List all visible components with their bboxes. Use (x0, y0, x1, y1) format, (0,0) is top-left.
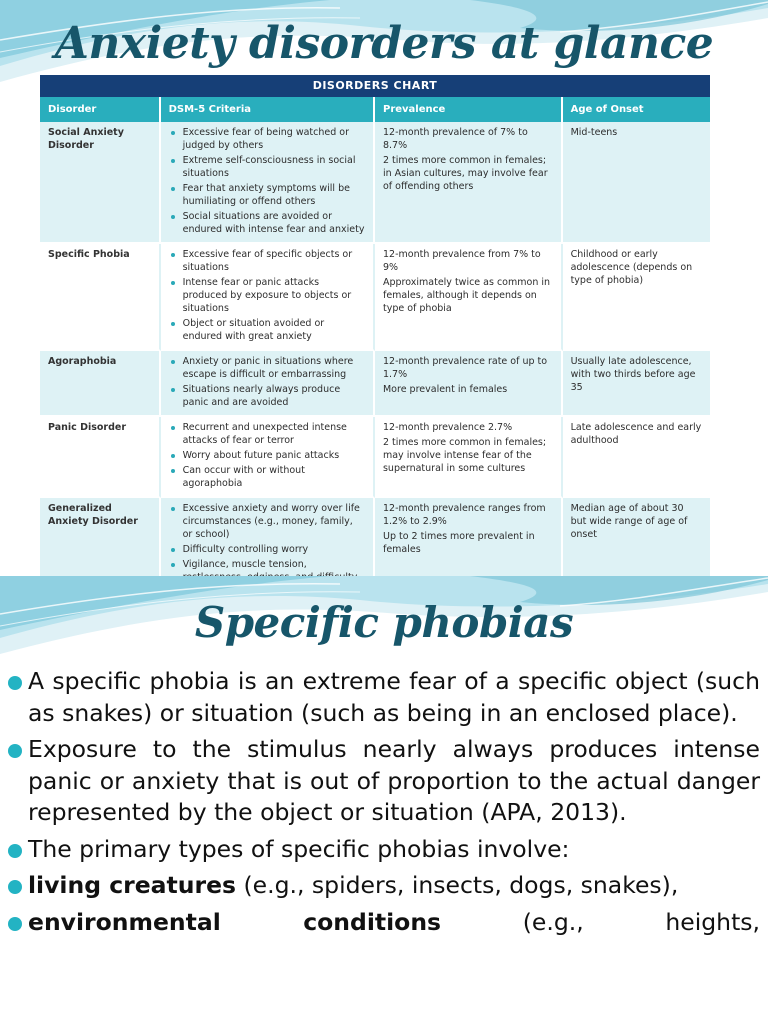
onset-cell: Median age of about 30 but wide range of age of onset (563, 498, 710, 605)
criteria-item: Excessive fear of being watched or judged by others (169, 126, 365, 152)
prevalence-text: Up to 2 times more prevalent in females (382, 531, 535, 555)
bullet-dot-icon (8, 676, 22, 690)
criteria-item: Excessive anxiety and worry over life circumstances (e.g., money, family, or school) (169, 502, 365, 541)
column-header: DSM-5 Criteria (161, 97, 375, 122)
criteria-item: Anxiety or panic in situations where escape is difficult or embarrassing (169, 355, 365, 381)
bullet-text: The primary types of specific phobias involve: (28, 834, 570, 863)
bullet-item (8, 870, 760, 902)
criteria-item: Situations nearly always produce panic and are avoided (169, 383, 365, 409)
prevalence-text: 2 times more common in females; may involve intense fear of the supernatural in some cultures (382, 437, 547, 474)
slide-specific-phobias (0, 576, 768, 1024)
bullet-list (8, 666, 760, 943)
criteria-item: Vigilance, muscle tension, (169, 558, 365, 597)
criteria-item: Fear that anxiety symptoms will be humiliating or offend others (169, 182, 365, 208)
table-row (40, 244, 710, 351)
bullet-dot-icon (8, 844, 22, 858)
disorder-name: Social Anxiety Disorder (40, 122, 161, 244)
criteria-item: Object or situation avoided or endured with great anxiety (169, 317, 365, 343)
disorder-name: Panic Disorder (40, 417, 161, 498)
bullet-item (8, 734, 760, 829)
bullet-bold-text: environmental conditions (28, 907, 442, 936)
bullet-bold-text: living creatures (28, 871, 237, 899)
criteria-item: Difficulty controlling worry (169, 543, 365, 556)
prevalence-text: 2 times more common in females; in Asian cultures, may involve fear of offending others (382, 155, 548, 192)
slide-title: Anxiety disorders at glance (54, 18, 714, 69)
bullet-text: A specific phobia is an extreme fear of a specific object (such as snakes) or situation (such as being in an enclosed place). (28, 667, 760, 727)
bullet-dot-icon (8, 880, 22, 894)
table-row (40, 351, 710, 417)
bullet-text: (e.g., spiders, insects, dogs, snakes), (236, 871, 679, 899)
bullet-item (8, 907, 760, 939)
bullet-item (8, 666, 760, 729)
bullet-dot-icon (8, 917, 22, 931)
bullet-text: (e.g., heights, (441, 907, 760, 936)
criteria-cell (161, 351, 375, 417)
bullet-text: Exposure to the stimulus nearly always produces intense panic or anxiety that is out of proportion to the actual danger represented by the object or situation (APA, 2013). (28, 735, 760, 826)
prevalence-text: More prevalent in females (382, 384, 508, 395)
criteria-item: Intense fear or panic attacks produced by exposure to objects or situations (169, 276, 365, 315)
table-header-row (40, 97, 710, 122)
column-header: Prevalence (375, 97, 563, 122)
prevalence-text: 12-month prevalence rate of up to 1.7% (382, 356, 548, 380)
prevalence-text: 12-month prevalence 2.7% (382, 422, 513, 433)
criteria-cell (161, 417, 375, 498)
onset-cell: Usually late adolescence, with two thirds before age 35 (563, 351, 710, 417)
disorder-name: Specific Phobia (40, 244, 161, 351)
prevalence-text: 12-month prevalence ranges from 1.2% to 2.9% (382, 503, 546, 527)
criteria-item: Worry about future panic attacks (169, 449, 365, 462)
disorder-name: Agoraphobia (40, 351, 161, 417)
prevalence-cell (375, 122, 563, 244)
table-row (40, 417, 710, 498)
criteria-cell (161, 122, 375, 244)
chart-banner: DISORDERS CHART (40, 75, 710, 97)
column-header: Disorder (40, 97, 161, 122)
onset-cell: Mid-teens (563, 122, 710, 244)
criteria-item: Excessive fear of specific objects or situations (169, 248, 365, 274)
slide-title: Specific phobias (194, 598, 574, 647)
criteria-item: Extreme self-consciousness in social situations (169, 154, 365, 180)
prevalence-text: Approximately twice as common in females, although it depends on type of phobia (382, 277, 551, 314)
column-header: Age of Onset (563, 97, 710, 122)
prevalence-cell (375, 244, 563, 351)
onset-cell: Late adolescence and early adulthood (563, 417, 710, 498)
bullet-dot-icon (8, 744, 22, 758)
prevalence-cell (375, 417, 563, 498)
criteria-item: Recurrent and unexpected intense attacks of fear or terror (169, 421, 365, 447)
disorders-chart (40, 75, 710, 570)
bullet-item (8, 834, 760, 866)
onset-cell: Childhood or early adolescence (depends on type of phobia) (563, 244, 710, 351)
criteria-item: Social situations are avoided or endured with intense fear and anxiety (169, 210, 365, 236)
prevalence-cell (375, 351, 563, 417)
prevalence-text: 12-month prevalence from 7% to 9% (382, 249, 541, 273)
prevalence-text: 12-month prevalence of 7% to 8.7% (382, 127, 528, 151)
disorders-table (40, 97, 710, 605)
disorder-name: Generalized Anxiety Disorder (40, 498, 161, 605)
table-row (40, 122, 710, 244)
criteria-item: Can occur with or without agoraphobia (169, 464, 365, 490)
criteria-cell (161, 244, 375, 351)
